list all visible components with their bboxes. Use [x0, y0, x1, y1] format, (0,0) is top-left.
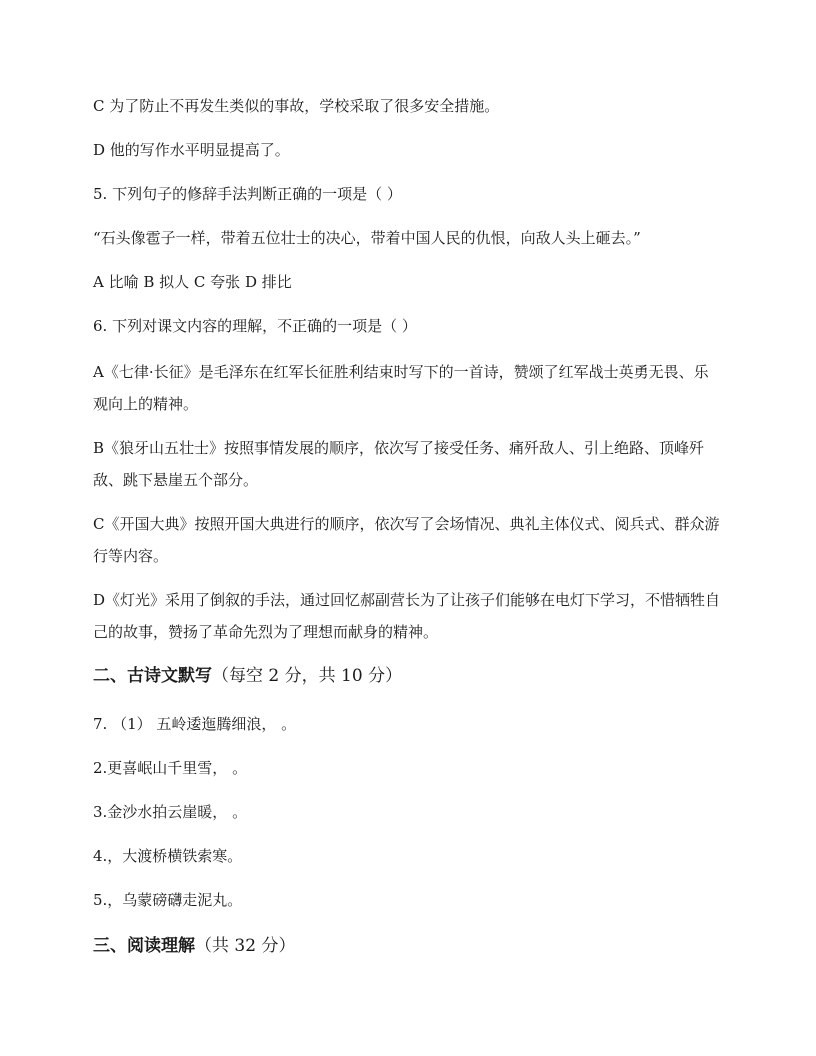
- option-c-text: C 为了防止不再发生类似的事故，学校采取了很多安全措施。: [93, 97, 500, 115]
- question-6-option-b: B《狼牙山五壮士》按照事情发展的顺序，依次写了接受任务、痛歼敌人、引上绝路、顶峰歼敌、跳下悬崖五个部分。: [93, 439, 705, 489]
- section-2-title: 二、古诗文默写: [93, 666, 212, 686]
- question-5-quote: “石头像雹子一样，带着五位壮士的决心，带着中国人民的仇恨，向敌人头上砸去。”: [93, 229, 641, 247]
- section-2-note: （每空 2 分，共 10 分）: [212, 666, 403, 686]
- poem-line-3: 3.金沙水拍云崖暖， 。: [93, 803, 248, 821]
- poem-line-5: 5.，乌蒙磅礴走泥丸。: [93, 891, 243, 909]
- question-5: 5. 下列句子的修辞手法判断正确的一项是（ ）: [93, 185, 402, 203]
- section-3-note: （共 32 分）: [195, 936, 296, 956]
- poem-line-1: 7. （1） 五岭逶迤腾细浪， 。: [93, 715, 297, 733]
- question-6-option-a: A《七律·长征》是毛泽东在红军长征胜利结束时写下的一首诗，赞颂了红军战士英勇无畏、乐观向上的精神。: [93, 363, 709, 413]
- question-6-option-c: C《开国大典》按照开国大典进行的顺序，依次写了会场情况、典礼主体仪式、阅兵式、群众游行等内容。: [93, 515, 720, 565]
- section-3-title: 三、阅读理解: [93, 936, 195, 956]
- question-6: 6. 下列对课文内容的理解，不正确的一项是（ ）: [93, 317, 417, 335]
- section-2-heading: [93, 660, 723, 692]
- section-3-heading: [93, 930, 723, 962]
- question-6-option-d: D《灯光》采用了倒叙的手法，通过回忆郝副营长为了让孩子们能够在电灯下学习，不惜牺牲自己的故事，赞扬了革命先烈为了理想而献身的精神。: [93, 591, 721, 641]
- question-5-options: A 比喻 B 拟人 C 夸张 D 排比: [93, 273, 292, 291]
- option-d-text: D 他的写作水平明显提高了。: [93, 141, 290, 159]
- poem-line-4: 4.，大渡桥横铁索寒。: [93, 847, 243, 865]
- poem-line-2: 2.更喜岷山千里雪， 。: [93, 759, 248, 777]
